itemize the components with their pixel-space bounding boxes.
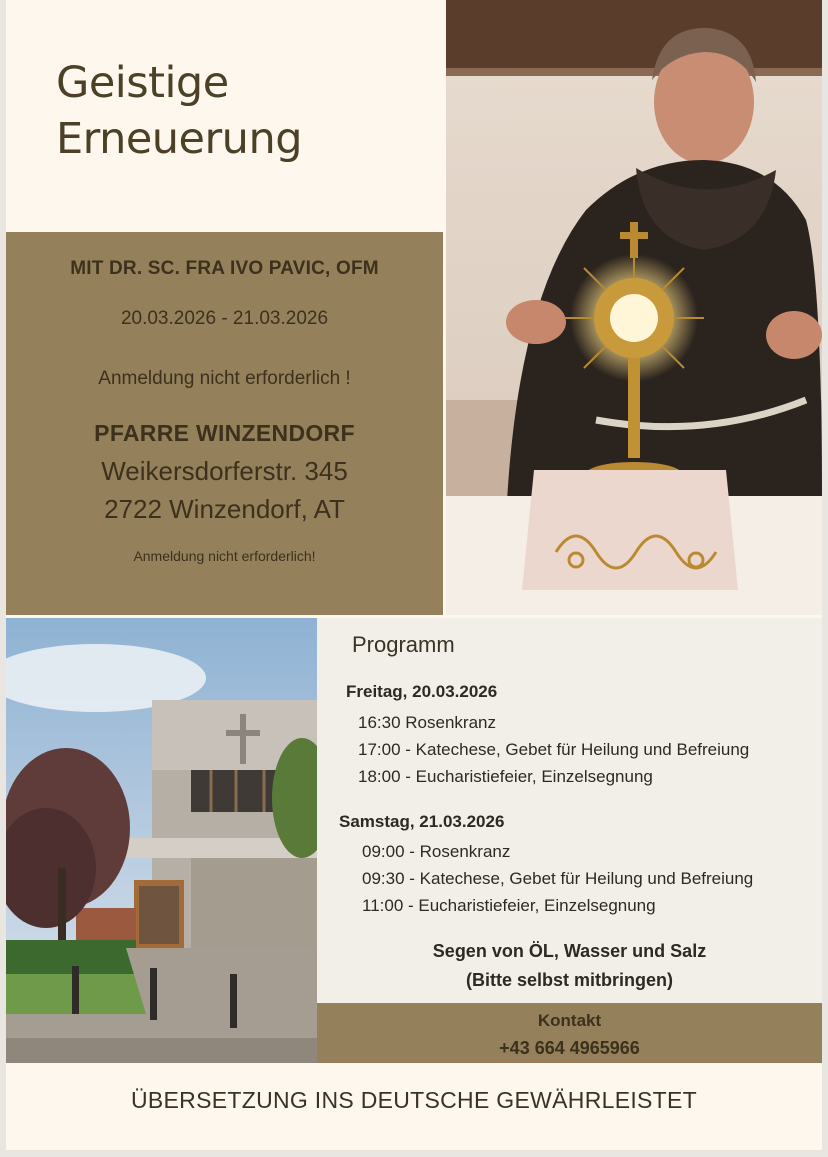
- contact-box: [317, 1003, 822, 1063]
- blessing-line: Segen von ÖL, Wasser und Salz: [432, 941, 707, 961]
- bring-items-note: (Bitte selbst mitbringen): [465, 970, 673, 990]
- program-item: 17:00 - Katechese, Gebet für Heilung und Befreiung: [358, 740, 750, 759]
- day-heading-friday: Freitag, 20.03.2026: [346, 682, 498, 701]
- contact-phone: +43 664 4965966: [499, 1038, 640, 1058]
- program-title: Programm: [352, 632, 455, 657]
- event-title-line-2: Erneuerung: [56, 114, 302, 164]
- church-photo: [6, 618, 317, 1063]
- event-title-line-1: Geistige: [56, 58, 229, 108]
- contact-label: Kontakt: [537, 1011, 602, 1030]
- flyer: [6, 0, 822, 1150]
- parish-name: PFARRE WINZENDORF: [94, 420, 355, 446]
- event-info-box: [6, 232, 443, 615]
- registration-note-small: Anmeldung nicht erforderlich!: [133, 548, 316, 564]
- program-item: 18:00 - Eucharistiefeier, Einzelsegnung: [358, 767, 653, 786]
- program-item: 09:00 - Rosenkranz: [362, 842, 511, 861]
- parish-street: Weikersdorferstr. 345: [101, 456, 348, 486]
- program-item: 16:30 Rosenkranz: [358, 713, 496, 732]
- event-title: [56, 55, 302, 167]
- day-heading-saturday: Samstag, 21.03.2026: [339, 812, 505, 831]
- registration-note: Anmeldung nicht erforderlich !: [98, 368, 351, 389]
- program-item: 09:30 - Katechese, Gebet für Heilung und Befreiung: [362, 869, 754, 888]
- speaker-line: MIT DR. SC. FRA IVO PAVIC, OFM: [70, 258, 379, 279]
- event-dates: 20.03.2026 - 21.03.2026: [120, 308, 329, 329]
- priest-monstrance-photo: [446, 0, 822, 615]
- program-panel: [317, 618, 822, 1003]
- translation-note: ÜBERSETZUNG INS DEUTSCHE GEWÄHRLEISTET: [130, 1087, 698, 1113]
- parish-city: 2722 Winzendorf, AT: [104, 494, 345, 524]
- program-item: 11:00 - Eucharistiefeier, Einzelsegnung: [362, 896, 656, 915]
